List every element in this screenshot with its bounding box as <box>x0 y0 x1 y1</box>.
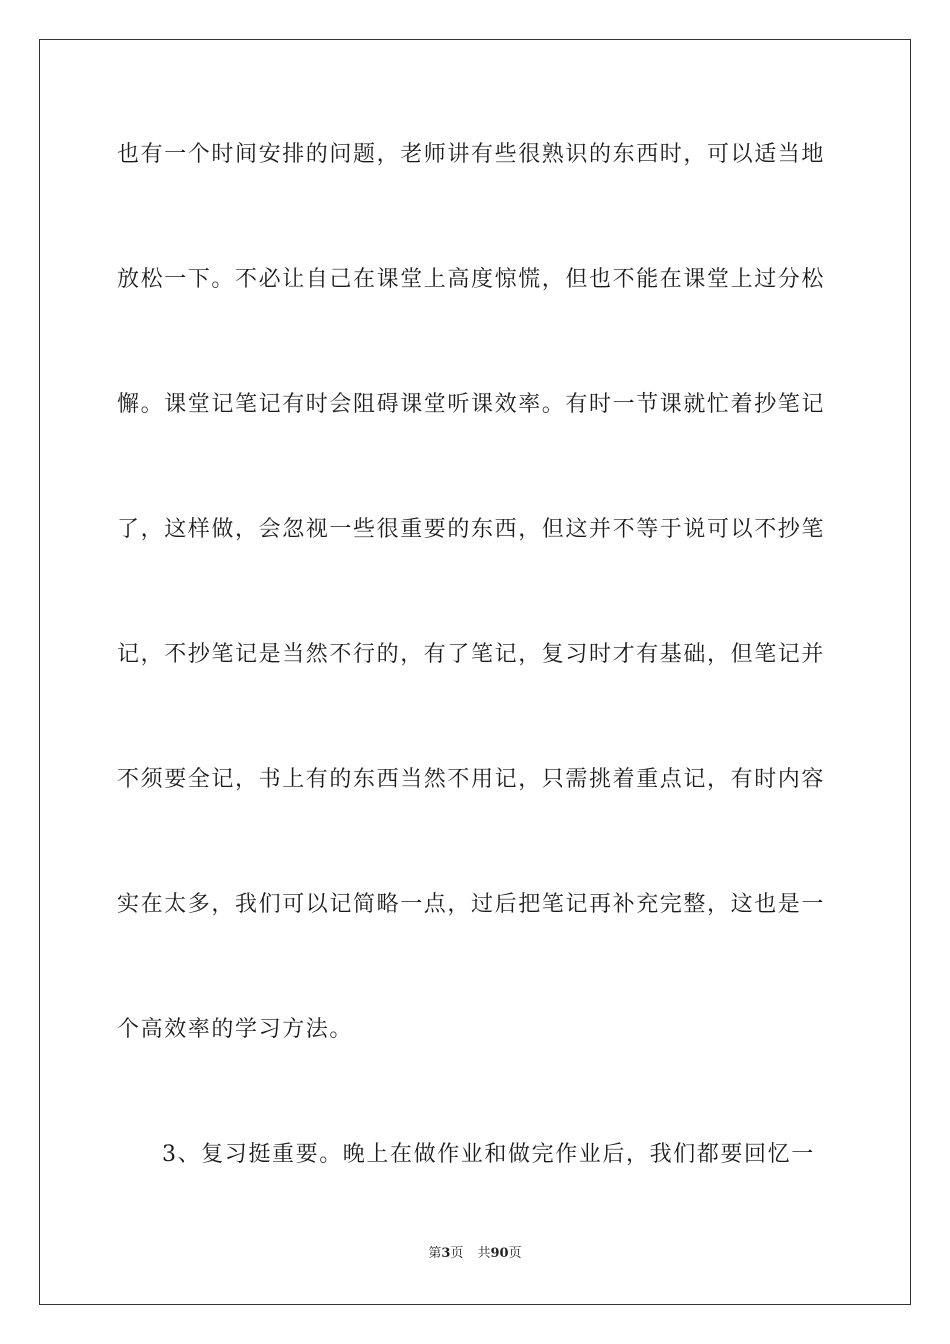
page-suffix: 页 <box>450 1246 464 1261</box>
total-pages: 90 <box>490 1246 509 1261</box>
text-line-9: 3、复习挺重要。晚上在做作业和做完作业后，我们都要回忆一 <box>162 1142 815 1167</box>
total-suffix: 页 <box>508 1246 522 1261</box>
page-border <box>39 39 911 1305</box>
text-line-5: 记，不抄笔记是当然不行的，有了笔记，复习时才有基础，但笔记并 <box>117 642 826 667</box>
text-line-2: 放松一下。不必让自己在课堂上高度惊慌，但也不能在课堂上过分松 <box>117 267 826 292</box>
total-prefix: 共 <box>477 1246 491 1261</box>
text-line-3: 懈。课堂记笔记有时会阻碍课堂听课效率。有时一节课就忙着抄笔记 <box>117 392 826 417</box>
page-number: 3 <box>441 1246 451 1261</box>
text-line-7: 实在太多，我们可以记简略一点，过后把笔记再补充完整，这也是一 <box>117 892 826 917</box>
page-prefix: 第 <box>428 1246 442 1261</box>
text-line-4: 了，这样做，会忽视一些很重要的东西，但这并不等于说可以不抄笔 <box>117 517 826 542</box>
text-line-6: 不须要全记，书上有的东西当然不用记，只需挑着重点记，有时内容 <box>117 767 826 792</box>
page-footer <box>0 1245 950 1263</box>
text-line-8: 个高效率的学习方法。 <box>117 1017 354 1042</box>
text-line-1: 也有一个时间安排的问题，老师讲有些很熟识的东西时，可以适当地 <box>117 142 826 167</box>
